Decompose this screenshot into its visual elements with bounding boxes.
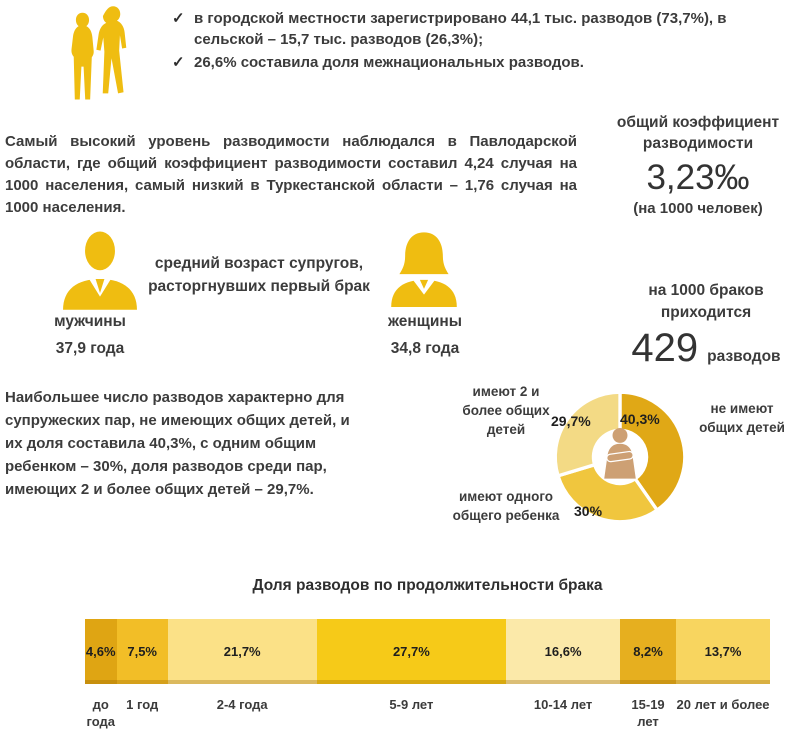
- crude-rate-block: [600, 112, 796, 217]
- duration-labels: [85, 694, 770, 730]
- bullet-text: 26,6% составила доля межнациональных разводов.: [194, 54, 584, 71]
- mother-with-child-icon: [604, 428, 636, 479]
- bar-category-label: 2-4 года: [216, 697, 268, 712]
- bar-segment: 16,6%: [506, 619, 620, 684]
- per-1000-line2: приходится: [660, 304, 752, 321]
- top-bullet-list: [172, 8, 794, 75]
- bar-segment: 4,6%: [85, 619, 117, 684]
- men-value: 37,9 года: [55, 340, 125, 357]
- children-donut-chart: [537, 374, 703, 540]
- children-paragraph: Наибольшее число разводов характерно для супружеских пар, не имеющих общих детей, и их доля составила 40,3%, с одним общим ребенком – 30%, доля разводов среди пар, имеющих 2 и более общих детей – 29,7%.: [5, 389, 350, 498]
- pie-label-one-child: имеют одного общего ребенка: [452, 489, 560, 523]
- crude-rate-value: 3,23‰: [646, 158, 750, 197]
- women-value: 34,8 года: [390, 340, 460, 357]
- crude-rate-title: общий коэффициент разводимости: [616, 114, 780, 152]
- check-icon: ✓: [172, 54, 185, 71]
- bullet-item: [172, 52, 794, 73]
- pie-value-one: 30%: [574, 503, 603, 519]
- pie-label-no-children: не имеют общих детей: [699, 401, 785, 435]
- pie-label-two-plus-children: имеют 2 и более общих детей: [462, 384, 550, 437]
- pie-value-none: 40,3%: [620, 411, 660, 427]
- per-1000-value: 429: [631, 326, 699, 370]
- duration-bar: [85, 619, 770, 684]
- bullet-text: в городской местности зарегистрировано 44,1 тыс. разводов (73,7%), в сельской – 15,7 тыс. разводов (26,3%);: [194, 10, 727, 48]
- bar-segment: 13,7%: [676, 619, 770, 684]
- region-paragraph: Самый высокий уровень разводимости наблюдался в Павлодарской области, где общий коэффициент разводимости составил 4,24 случая на 1000 населения, самый низкий в Туркестанской области – 1,76 случая на 1000 населения.: [5, 133, 577, 216]
- bar-category-label: 5-9 лет: [389, 697, 434, 712]
- women-label: женщины: [388, 313, 462, 330]
- crude-rate-note: (на 1000 человек): [633, 200, 763, 217]
- bar-segment: 27,7%: [317, 619, 507, 684]
- bar-category-label: 1 год: [126, 697, 159, 712]
- per-1000-line1: на 1000 браков: [648, 282, 764, 299]
- bar-category-label: 20 лет и более: [676, 697, 770, 712]
- bar-segment: 21,7%: [168, 619, 317, 684]
- per-1000-block: [618, 280, 794, 371]
- per-1000-unit: разводов: [707, 348, 781, 365]
- couple-walking-icon: [56, 4, 144, 108]
- bar-category-label: 10-14 лет: [533, 697, 593, 712]
- check-icon: ✓: [172, 10, 185, 27]
- bar-segment: 8,2%: [620, 619, 676, 684]
- duration-chart-title: Доля разводов по продолжительности брака: [252, 577, 603, 594]
- man-icon: [56, 226, 144, 310]
- bar-category-label: до года: [86, 697, 115, 729]
- avg-age-caption: средний возраст супругов, расторгнувших первый брак: [148, 255, 370, 295]
- pie-value-two-plus: 29,7%: [551, 413, 591, 429]
- bar-segment: 7,5%: [117, 619, 168, 684]
- men-label: мужчины: [54, 313, 126, 330]
- bar-category-label: 15-19 лет: [631, 697, 665, 729]
- woman-icon: [383, 226, 465, 310]
- bullet-item: [172, 8, 794, 50]
